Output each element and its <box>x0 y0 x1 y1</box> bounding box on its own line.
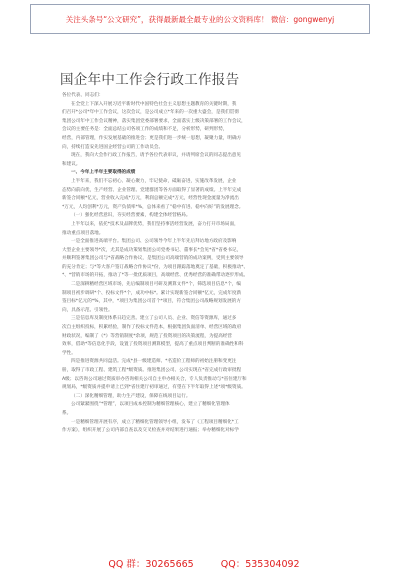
body-line: 签目标*亿元的*%，其中，*项目为集团公司首个*项目，符合集团公司战略规划发展的方 <box>62 299 241 305</box>
body-line: 上半年来，我们不忘初心、凝心聚力，牢记使命，砥砺奋进，实施改革发展，企业 <box>71 178 237 184</box>
body-line: 三是信息库及制度体系日趋完善。建立了公司人员、企业、资信等资源库，通过多 <box>71 316 237 322</box>
section-heading: 一、今年上半年主要取得的成绩 <box>71 170 136 176</box>
body-line: 学性。 <box>62 350 76 356</box>
body-line: 新签合同额*亿元，营业收入完成*万元，利润总额完成*万元，经营性现金流量为净流出 <box>62 196 239 202</box>
body-line: 大型企业主要领导*次，尤其是成功策划集团公司党委书记、董事长*会见*省*省委书记， <box>62 247 242 253</box>
body-line: 上半年以来，依托*技术及品牌优势，我们坚持事活经营发展，奋力打开市场局面， <box>71 221 239 227</box>
body-line: 规划局，*级资质并提申请上已到*省住建厅初审通过，有望在下半年取得上述*项*级资质。 <box>62 385 246 391</box>
body-line: 态势向前向优，生产经营、企业管理、党建群团等各方面取得了显著的成绩。上半年完成 <box>62 187 242 193</box>
promo-banner-text: 关注头条号“公文研究”，获得最新最全最专业的公文资料库！ 微信：gongwenyj <box>65 14 335 24</box>
body-line: 的充分肯定；与*等大客户签订战略合作协议*份，为项目跟踪落地奠定了基础，积极推动*、 <box>62 264 249 270</box>
body-line: （一）强化经营意识，夯实经营要素，构建全体经营格局。 <box>71 213 191 219</box>
body-line: 推动重点项目落地。 <box>62 230 104 236</box>
document-body <box>62 92 362 436</box>
body-line: *、*营销市场的开拓，推动了*等一批优质项目，高端经营、优秀经营的准确带动逐步形成。 <box>62 273 249 279</box>
body-line: 经营，内部管理，作实发展基础的推进会；更是我们进一步统一思想，凝聚力量，明确方 <box>62 135 242 141</box>
body-line: 公司紧紧围绕“*管理”，以项目成本控制为精细管理核心，建立了精细化管理体 <box>71 402 230 408</box>
qq-group-text: QQ 群：30265665 <box>108 559 194 570</box>
promo-banner <box>30 4 370 34</box>
body-line: 系。 <box>62 410 72 416</box>
body-line: 一是全面推进高端平台。集团公司、公司领导今年上半年先后拜访地方政府及影响 <box>71 239 237 245</box>
body-line: *万元，人均创利*万元，资产负债率*%，总体来看了“稳中有进、稳中向好”的发展理念。 <box>62 204 244 210</box>
qq-contact-text: QQ：535304092 <box>220 559 300 570</box>
body-line: 效率，借助*等信息化手段，设置了投资项目测算模型，提高了重点项目判断的准确性和科 <box>62 342 244 348</box>
body-line: 制项目初步调研*个、投标文件*个，成功中标*。累计实现新签合同额*亿元，完成年度新 <box>62 290 242 296</box>
body-line: 在全党上下深入开展习近平新时代中国特色社会主义思想主题教育的关键时期，我 <box>71 101 237 107</box>
contact-footer <box>0 556 408 570</box>
body-line: 册，取得了市政工程、建筑工程*级资质。推进集团公司、公司实现在*省完成行政审批程 <box>62 368 242 373</box>
body-line: 一是精细管理开展有序，成立了精细化管理领导小组，发布了《工程项目精细化*工 <box>71 419 239 425</box>
body-line: 们召开*公司*年中工作会议，这次会议，是公司成立*年来的一次重大盛会，是我们贯彻 <box>62 110 239 116</box>
body-line: 财政状况，编制了《*》等营销制度*余项，规范了投资项目的决策流程，为提高经营 <box>62 333 232 339</box>
body-line: A级；以咨询公司通过资质审办咨询相关公司自主申办相关合，专人负责推动与*省住建厅和 <box>62 376 247 382</box>
body-line: 次自主组织投标，积累经验，制作了投标文件范本，根据集团负面清单、经营区域的政府 <box>62 325 242 331</box>
body-line: 并顺利签署集团公司与*省战略合作协议，是集团公司高端营销的成功案例，受到主要领导 <box>62 256 244 262</box>
body-line: 和建议。 <box>62 161 81 167</box>
body-line: 会议的主要任务是：全面总结公司各项工作的成绩和不足，分析形势，研判形势， <box>62 127 228 133</box>
body-line: 集团公司年中工作会议精神，落实集团党委部署要求，全面落实上级决策部署的工作会议， <box>62 118 246 124</box>
body-line: 四是推进资源共同盘活。完成*县一级建造师、*名造价工程师的初始注册和变更注 <box>71 359 237 365</box>
body-line: 向，持续打造安先进国企经营公司的工作动员会。 <box>62 144 164 150</box>
document-title: 国企年中工作会行政工作报告 <box>60 72 240 88</box>
body-line: 各位代表、同志们： <box>62 93 104 98</box>
body-line: 二是深耕精经营区域市场，先后编制项目可研及测算文件*个，筛选项目信息*个，编 <box>71 282 241 288</box>
body-line: 现在，我向大会作行政工作报告，请予各位代表审议，并请列席会议的同志提出意见 <box>71 153 241 159</box>
body-line: 向，具备示范、引领性。 <box>62 307 113 313</box>
body-line: 作方案》，组织开展了公司内部自查以及交叉检查并对结果进行通报；举办精细化对标学 <box>62 428 239 434</box>
body-line: （二）深化精细管理，助力生产建设，保障在线项目运行。 <box>71 393 191 399</box>
